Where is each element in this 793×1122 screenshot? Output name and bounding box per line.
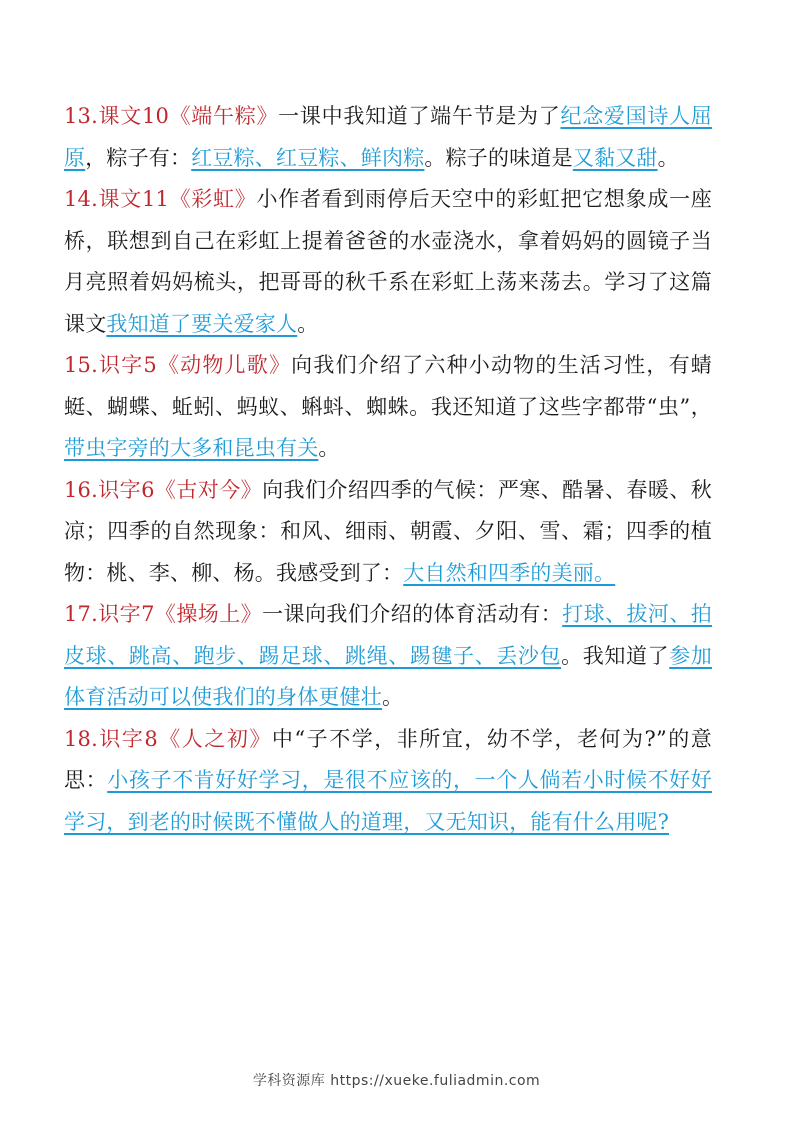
text-segment: 。: [318, 436, 340, 460]
text-segment: ，粽子有：: [85, 145, 192, 170]
item-14: [64, 179, 712, 345]
footer-watermark: 学科资源库 https://xueke.fuliadmin.com: [252, 1073, 541, 1089]
answer-segment: 我知道了要关爱家人: [106, 311, 298, 336]
answer-segment: 纪念爱国诗人屈原: [64, 104, 712, 170]
text-segment: 向我们介绍四季的气候：严寒、酷暑、春暖、秋凉；四季的自然现象：和风、细雨、朝霞、夕阳、雪、霜；四季的植物：桃、李、柳、杨。我感受到了：: [64, 477, 712, 585]
answer-segment: 小孩子不肯好好学习，是很不应该的，一个人倘若小时候不好好学习，到老的时候既不懂做人的道理，又无知识，能有什么用呢?: [64, 768, 712, 834]
answer-segment: 又黏又甜: [572, 145, 658, 170]
text-segment: 中“子不学，非所宜，幼不学，老何为?”的意思：: [64, 726, 712, 792]
answer-segment: 大自然和四季的美丽。: [403, 560, 616, 585]
text-segment: 。: [382, 685, 404, 709]
item-heading: 17.识字7《操场上》: [64, 602, 263, 626]
text-segment: 一课中我知道了端午节是为了: [278, 104, 561, 128]
item-18: [64, 719, 712, 844]
item-heading: 16.识字6《古对今》: [64, 477, 263, 502]
answer-segment: 打球、拔河、拍皮球、跳高、跑步、踢足球、跳绳、踢毽子、丢沙包: [64, 602, 712, 668]
text-segment: 。我知道了: [561, 643, 670, 668]
text-segment: 向我们介绍了六种小动物的生活习性，有蜻蜓、蝴蝶、蚯蚓、蚂蚁、蝌蚪、蜘蛛。我还知道了这些字都带“虫”，: [64, 353, 712, 419]
item-17: [64, 594, 712, 719]
text-segment: 。: [297, 311, 319, 336]
item-13: [64, 96, 712, 179]
item-heading: 15.识字5《动物儿歌》: [64, 353, 292, 377]
item-heading: 13.课文10《端午粽》: [64, 104, 279, 128]
document-body: [64, 96, 712, 843]
item-heading: 14.课文11《彩虹》: [64, 187, 257, 211]
item-heading: 18.识字8《人之初》: [64, 726, 272, 751]
answer-segment: 红豆粽、红豆粽、鲜肉粽: [191, 145, 425, 170]
text-segment: 。: [657, 145, 679, 170]
text-segment: 小作者看到雨停后天空中的彩虹把它想象成一座桥，联想到自己在彩虹上提着爸爸的水壶浇水，拿着妈妈的圆镜子当月亮照着妈妈梳头，把哥哥的秋千系在彩虹上荡来荡去。学习了这篇课文: [64, 187, 712, 336]
text-segment: 。粽子的味道是: [424, 145, 573, 170]
item-16: [64, 470, 712, 595]
text-segment: 一课向我们介绍的体育活动有：: [262, 602, 563, 626]
item-15: [64, 345, 712, 470]
answer-segment: 带虫字旁的大多和昆虫有关: [64, 436, 319, 460]
answer-segment: 参加体育活动可以使我们的身体更健壮: [64, 643, 713, 709]
